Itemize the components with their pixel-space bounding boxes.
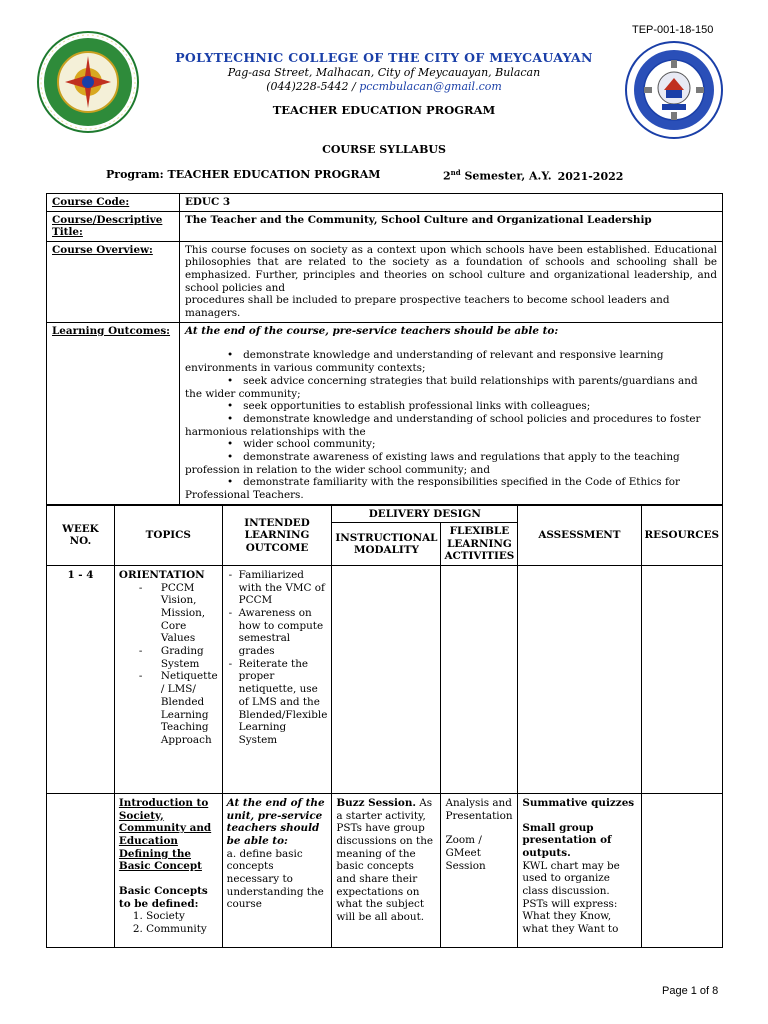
flexible-activity: Analysis and Presentation	[445, 796, 513, 822]
header-instructional: INSTRUCTIONAL MODALITY	[332, 523, 441, 565]
topic-item: Teaching Approach	[160, 721, 212, 746]
assessment-cell	[518, 565, 641, 793]
outcome-item: • seek opportunities to establish professional links with colleagues;	[185, 400, 717, 413]
instructional-cell	[332, 793, 441, 947]
topic-subheading: Basic Concepts to be defined:	[118, 885, 208, 910]
ilo-item: - Familiarized with the VMC of PCCM	[227, 569, 328, 607]
topic-item: - Grading System	[119, 645, 218, 670]
header-delivery-design: DELIVERY DESIGN	[332, 506, 518, 523]
outcome-item: • demonstrate knowledge and understanding of relevant and responsive learning environments in various community contexts;	[185, 349, 717, 374]
learning-outcomes-row	[47, 322, 723, 504]
college-phone: (044)228-5442 /	[266, 80, 360, 93]
topic-heading: ORIENTATION	[118, 568, 205, 581]
topic-item: 2. Community	[132, 923, 207, 936]
header-ilo: INTENDED LEARNING OUTCOME	[222, 506, 332, 566]
weekly-schedule-table	[46, 505, 723, 948]
topics-cell	[114, 793, 222, 947]
overview-text: This course focuses on society as a context upon which schools have been established. Educational philosophies that are related to the society as a foundation of schools and schooling shall be emphasized. Further, principles and theories on school culture and organizational leadership, and school policies and	[185, 243, 717, 294]
ilo-item: - Awareness on how to compute semestral grades	[227, 607, 328, 658]
college-address: Pag-asa Street, Malhacan, City of Meycauayan, Bulacan	[227, 66, 541, 79]
course-title-row	[47, 211, 723, 241]
topic-item: - PCCM Vision, Mission, Core Values	[119, 582, 218, 645]
ilo-intro: At the end of the unit, pre-service teachers should be able to:	[226, 796, 325, 847]
document-code: TEP-001-18-150	[632, 24, 714, 36]
semester-suffix: nd	[450, 168, 461, 177]
assessment-presentation: Small group presentation of outputs.	[522, 821, 612, 859]
semester-text: Semester, A.Y.	[460, 169, 552, 183]
outcome-item: • demonstrate familiarity with the responsibilities specified in the Code of Ethics for Professional Teachers.	[185, 476, 717, 501]
college-name: POLYTECHNIC COLLEGE OF THE CITY OF MEYCAUAYAN	[175, 50, 593, 65]
page-number: Page 1 of 8	[662, 985, 719, 997]
outcome-item: • seek advice concerning strategies that build relationships with parents/guardians and the wider community;	[185, 375, 717, 400]
topic-item: 1. Society	[132, 910, 185, 923]
learning-outcomes-label: Learning Outcomes:	[47, 322, 180, 504]
course-code-row	[47, 194, 723, 212]
syllabus-title: COURSE SYLLABUS	[322, 143, 446, 156]
semester-number: 2	[443, 169, 451, 183]
course-title-label: Course/Descriptive Title:	[47, 211, 180, 241]
course-overview-label: Course Overview:	[47, 241, 180, 322]
header-week: WEEK NO.	[47, 506, 115, 566]
assessment-quizzes: Summative quizzes	[522, 796, 635, 809]
table-row	[47, 793, 723, 947]
course-overview-value	[180, 241, 723, 322]
program-title: TEACHER EDUCATION PROGRAM	[272, 103, 496, 117]
topic-item: - Netiquette / LMS/ Blended Learning	[119, 670, 218, 721]
course-code-value: EDUC 3	[180, 194, 723, 212]
instructional-text: As a starter activity, PSTs have group discussions on the meaning of the basic concepts and share their expectations on what the subject will be all about.	[336, 796, 434, 924]
outcomes-intro: At the end of the course, pre-service teachers should be able to:	[185, 324, 559, 337]
instructional-cell	[332, 565, 441, 793]
ilo-item: - Reiterate the proper netiquette, use of LMS and the Blended/Flexible Learning System	[227, 658, 328, 747]
course-overview-row	[47, 241, 723, 322]
header-flexible: FLEXIBLE LEARNING ACTIVITIES	[441, 523, 518, 565]
instructional-title: Buzz Session.	[336, 796, 416, 809]
course-title-value: The Teacher and the Community, School Culture and Organizational Leadership	[180, 211, 723, 241]
week-cell	[47, 793, 115, 947]
ilo-list	[227, 569, 328, 747]
ilo-cell	[222, 793, 332, 947]
ilo-cell	[222, 565, 332, 793]
assessment-cell	[518, 793, 641, 947]
header-topics: TOPICS	[114, 506, 222, 566]
header-assessment: ASSESSMENT	[518, 506, 641, 566]
table-row	[47, 565, 723, 793]
course-code-label: Course Code:	[47, 194, 180, 212]
topics-cell	[114, 565, 222, 793]
flexible-cell	[441, 565, 518, 793]
college-email[interactable]: pccmbulacan@gmail.com	[359, 80, 502, 93]
schedule-header-row	[47, 506, 723, 523]
resources-cell	[641, 793, 723, 947]
academic-year: 2021-2022	[557, 169, 624, 183]
week-cell: 1 - 4	[47, 565, 115, 793]
outcome-item: • wider school community;	[185, 438, 717, 451]
ilo-text: a. define basic concepts necessary to understanding the course	[226, 847, 324, 911]
learning-outcomes-value	[180, 322, 723, 504]
assessment-kwl: KWL chart may be used to organize class discussion. PSTs will express: What they Know, what they Want to	[522, 859, 620, 936]
outcomes-list	[185, 349, 717, 501]
college-contact	[0, 80, 768, 93]
program-line: Program: TEACHER EDUCATION PROGRAM	[106, 168, 381, 181]
course-info-table	[46, 193, 723, 505]
outcome-item: • demonstrate knowledge and understanding of school policies and procedures to foster harmonious relationships with the	[185, 413, 717, 438]
flexible-cell	[441, 793, 518, 947]
header-resources: RESOURCES	[641, 506, 723, 566]
overview-text-2: procedures shall be included to prepare prospective teachers to become school leaders and managers.	[185, 294, 670, 320]
topic-heading: Introduction to Society, Community and Education Defining the Basic Concept	[118, 796, 212, 873]
semester-line	[443, 168, 623, 183]
resources-cell	[641, 565, 723, 793]
flexible-platform: Zoom / GMeet Session	[445, 834, 486, 872]
topic-list	[119, 582, 218, 747]
outcome-item: • demonstrate awareness of existing laws and regulations that apply to the teaching profession in relation to the wider school community; and	[185, 451, 717, 476]
